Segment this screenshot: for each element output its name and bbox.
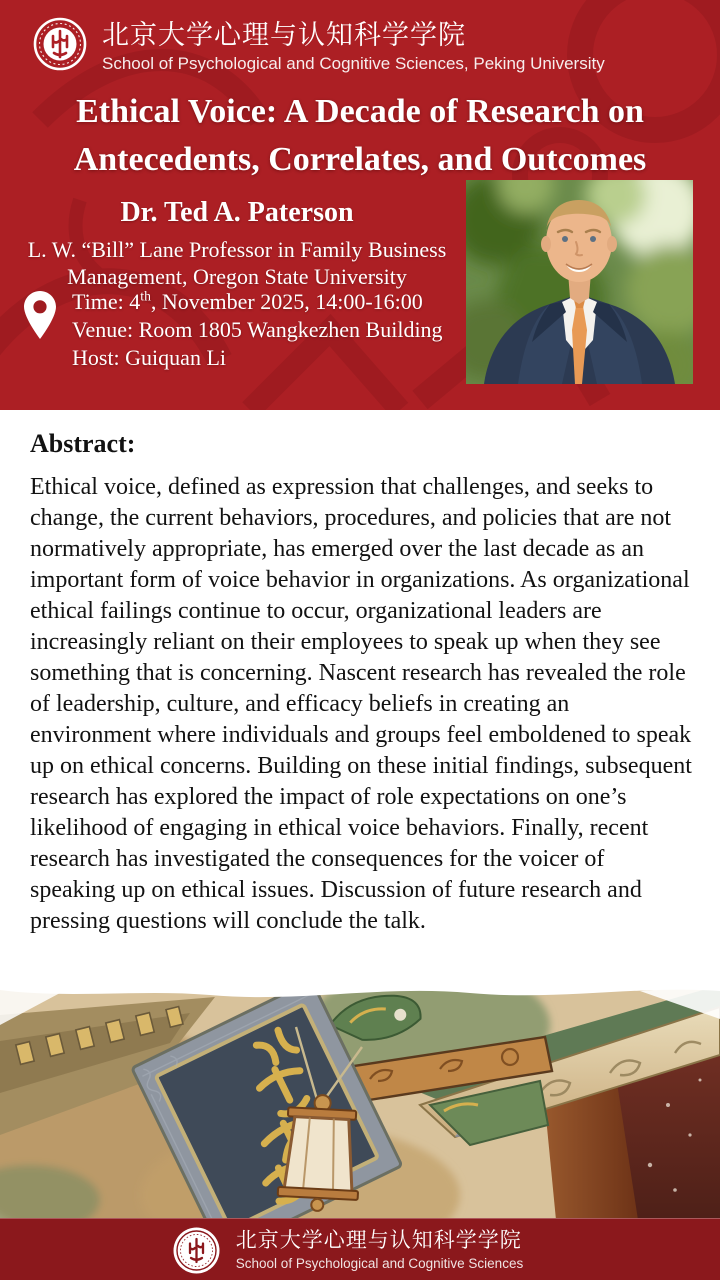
banner — [0, 0, 720, 410]
gate-illustration — [0, 985, 720, 1220]
org-name-english: School of Psychological and Cognitive Sciences, Peking University — [102, 54, 605, 73]
speaker-affiliation-line2: Management, Oregon State University — [67, 264, 407, 289]
talk-title-line1: Ethical Voice: A Decade of Research on — [76, 93, 644, 130]
event-host: Host: Guiquan Li — [72, 345, 226, 370]
org-name-chinese: 北京大学心理与认知科学学院 — [102, 20, 466, 50]
org-names — [102, 20, 605, 75]
event-details — [22, 288, 462, 372]
footer-org-names — [236, 1228, 523, 1272]
speaker-name: Dr. Ted A. Paterson — [120, 197, 354, 228]
abstract-section — [30, 428, 694, 937]
event-venue: Venue: Room 1805 Wangkezhen Building — [72, 317, 443, 342]
location-pin-icon — [24, 291, 56, 339]
org-header — [0, 0, 720, 86]
speaker-block — [8, 196, 466, 290]
event-details-lines — [72, 288, 462, 372]
speaker-affiliation-line1: L. W. “Bill” Lane Professor in Family Business — [27, 237, 447, 262]
footer-org-chinese: 北京大学心理与认知科学学院 — [235, 1229, 522, 1252]
abstract-heading: Abstract: — [30, 429, 136, 458]
footer — [0, 1218, 720, 1280]
footer-content — [173, 1227, 523, 1274]
speaker-photo-graphic — [466, 180, 693, 384]
talk-title — [0, 88, 720, 184]
ordinal-suffix: th — [140, 288, 151, 304]
abstract-body: Ethical voice, defined as expression that challenges, and seeks to change, the current behaviors, procedures, and policies that are not normatively appropriate, has emerged over the last decade as an important form of voice behavior in organizations. As organizational ethical failings continue to occur, organizational leaders are increasingly reliant on their employees to speak up when they see something that is concerning. Nascent research has revealed the role of leadership, culture, and efficacy beliefs in creating an environment where individuals and groups feel emboldened to speak up on ethical concerns. Building on these initial findings, subsequent research has explored the impact of role expectations on one’s likelihood of engaging in ethical voice behaviors. Finally, recent research has investigated the consequences for the voicer of speaking up on ethical issues. Discussion of future research and pressing questions will conclude the talk. — [30, 474, 692, 934]
gate-illustration-graphic — [0, 985, 720, 1220]
speaker-photo — [466, 180, 693, 384]
footer-org-english: School of Psychological and Cognitive Sciences — [235, 1256, 524, 1271]
speaker-affiliation — [8, 236, 466, 290]
talk-title-line2: Antecedents, Correlates, and Outcomes — [73, 141, 647, 178]
university-seal-icon — [33, 17, 87, 71]
event-time: Time: 4th, November 2025, 14:00-16:00 — [72, 288, 423, 314]
university-seal-icon — [173, 1227, 220, 1274]
